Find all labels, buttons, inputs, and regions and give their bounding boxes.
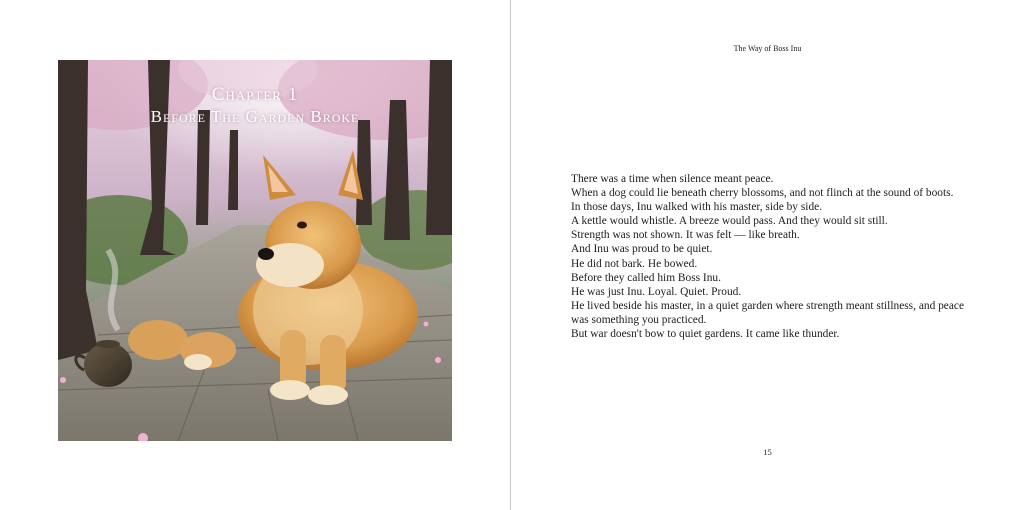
right-page [511,0,1024,510]
paragraph: And Inu was proud to be quiet. [571,243,713,256]
paragraph: In those days, Inu walked with his master, side by side. [571,201,823,214]
paragraph: A kettle would whistle. A breeze would pass. And they would sit still. [571,215,888,228]
paragraph: He did not bark. He bowed. [571,257,698,270]
chapter-heading [58,84,452,127]
paragraph: Strength was not shown. It was felt — like breath. [571,229,800,242]
page-number: 15 [763,447,772,457]
body-text [571,172,971,341]
left-page [0,0,510,510]
paragraph: When a dog could lie beneath cherry blossoms, and not flinch at the sound of boots. [571,187,954,200]
paragraph: He was just Inu. Loyal. Quiet. Proud. [571,285,742,298]
paragraph: Before they called him Boss Inu. [571,271,721,284]
paragraph: But war doesn't bow to quiet gardens. It came like thunder. [571,328,840,341]
chapter-illustration [58,60,452,441]
running-head: The Way of Boss Inu [733,44,802,53]
chapter-title: Before The Garden Broke [150,107,360,126]
chapter-number: Chapter 1 [211,84,299,105]
paragraph: There was a time when silence meant peace. [571,173,774,185]
paragraph: He lived beside his master, in a quiet garden where strength meant stillness, and peace was something you practiced. [571,299,965,326]
